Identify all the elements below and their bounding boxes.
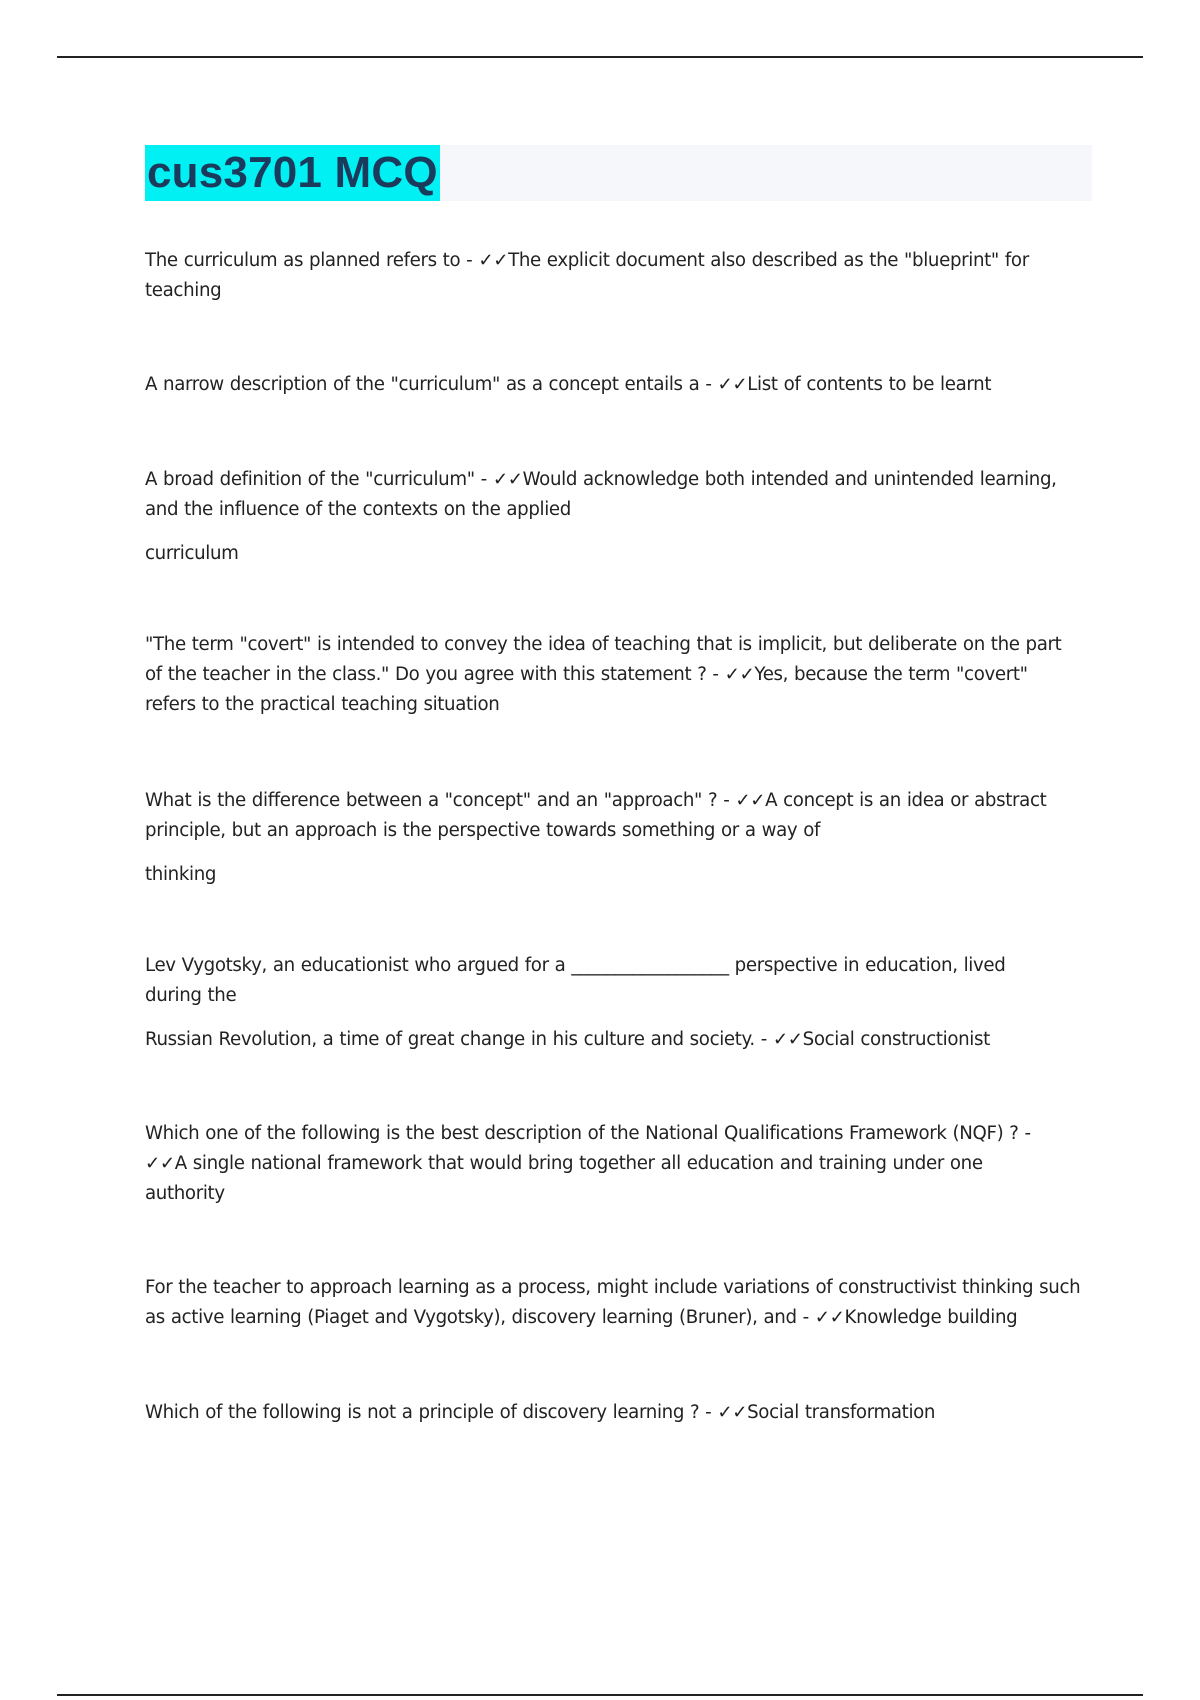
qa-line: thinking bbox=[145, 864, 217, 885]
top-divider bbox=[57, 56, 1143, 58]
qa-line: curriculum bbox=[145, 543, 239, 564]
qa-line: "The term "covert" is intended to convey the idea of teaching that is implicit, but deliberate on the part bbox=[145, 634, 1062, 655]
qa-line: as active learning (Piaget and Vygotsky), discovery learning (Bruner), and - ✓✓Knowledge building bbox=[145, 1307, 1018, 1328]
qa-line: authority bbox=[145, 1183, 225, 1204]
qa-line: Which one of the following is the best description of the National Qualifications Framework (NQF) ? - bbox=[145, 1123, 1031, 1144]
qa-line: ✓✓A single national framework that would bring together all education and training under one bbox=[145, 1153, 983, 1174]
qa-item-1 bbox=[145, 246, 1095, 306]
qa-line: Lev Vygotsky, an educationist who argued for a __________________ perspective in education, lived bbox=[145, 955, 1006, 976]
qa-item-8 bbox=[145, 1273, 1095, 1333]
qa-line: of the teacher in the class." Do you agree with this statement ? - ✓✓Yes, because the term "covert" bbox=[145, 664, 1028, 685]
qa-item-9 bbox=[145, 1398, 1095, 1428]
qa-line: What is the difference between a "concept" and an "approach" ? - ✓✓A concept is an idea or abstract bbox=[145, 790, 1047, 811]
qa-line: teaching bbox=[145, 280, 222, 301]
qa-line: and the influence of the contexts on the applied bbox=[145, 499, 571, 520]
qa-line: refers to the practical teaching situation bbox=[145, 694, 500, 715]
qa-line: principle, but an approach is the perspective towards something or a way of bbox=[145, 820, 821, 841]
qa-line: Russian Revolution, a time of great change in his culture and society. - ✓✓Social constructionist bbox=[145, 1029, 990, 1050]
qa-item-5 bbox=[145, 786, 1095, 890]
qa-line: A broad definition of the "curriculum" - ✓✓Would acknowledge both intended and unintended learning, bbox=[145, 469, 1057, 490]
qa-item-3 bbox=[145, 465, 1095, 569]
document-title: cus3701 MCQ bbox=[145, 145, 440, 201]
bottom-divider bbox=[57, 1694, 1143, 1696]
qa-line: The curriculum as planned refers to - ✓✓The explicit document also described as the "blueprint" for bbox=[145, 250, 1029, 271]
qa-line: Which of the following is not a principle of discovery learning ? - ✓✓Social transformation bbox=[145, 1402, 936, 1423]
qa-item-6 bbox=[145, 951, 1095, 1055]
qa-line: during the bbox=[145, 985, 237, 1006]
qa-item-7 bbox=[145, 1119, 1095, 1209]
qa-line: For the teacher to approach learning as a process, might include variations of constructivist thinking such bbox=[145, 1277, 1081, 1298]
qa-item-4 bbox=[145, 630, 1095, 720]
qa-item-2 bbox=[145, 370, 1095, 400]
qa-line: A narrow description of the "curriculum" as a concept entails a - ✓✓List of contents to be learnt bbox=[145, 374, 992, 395]
